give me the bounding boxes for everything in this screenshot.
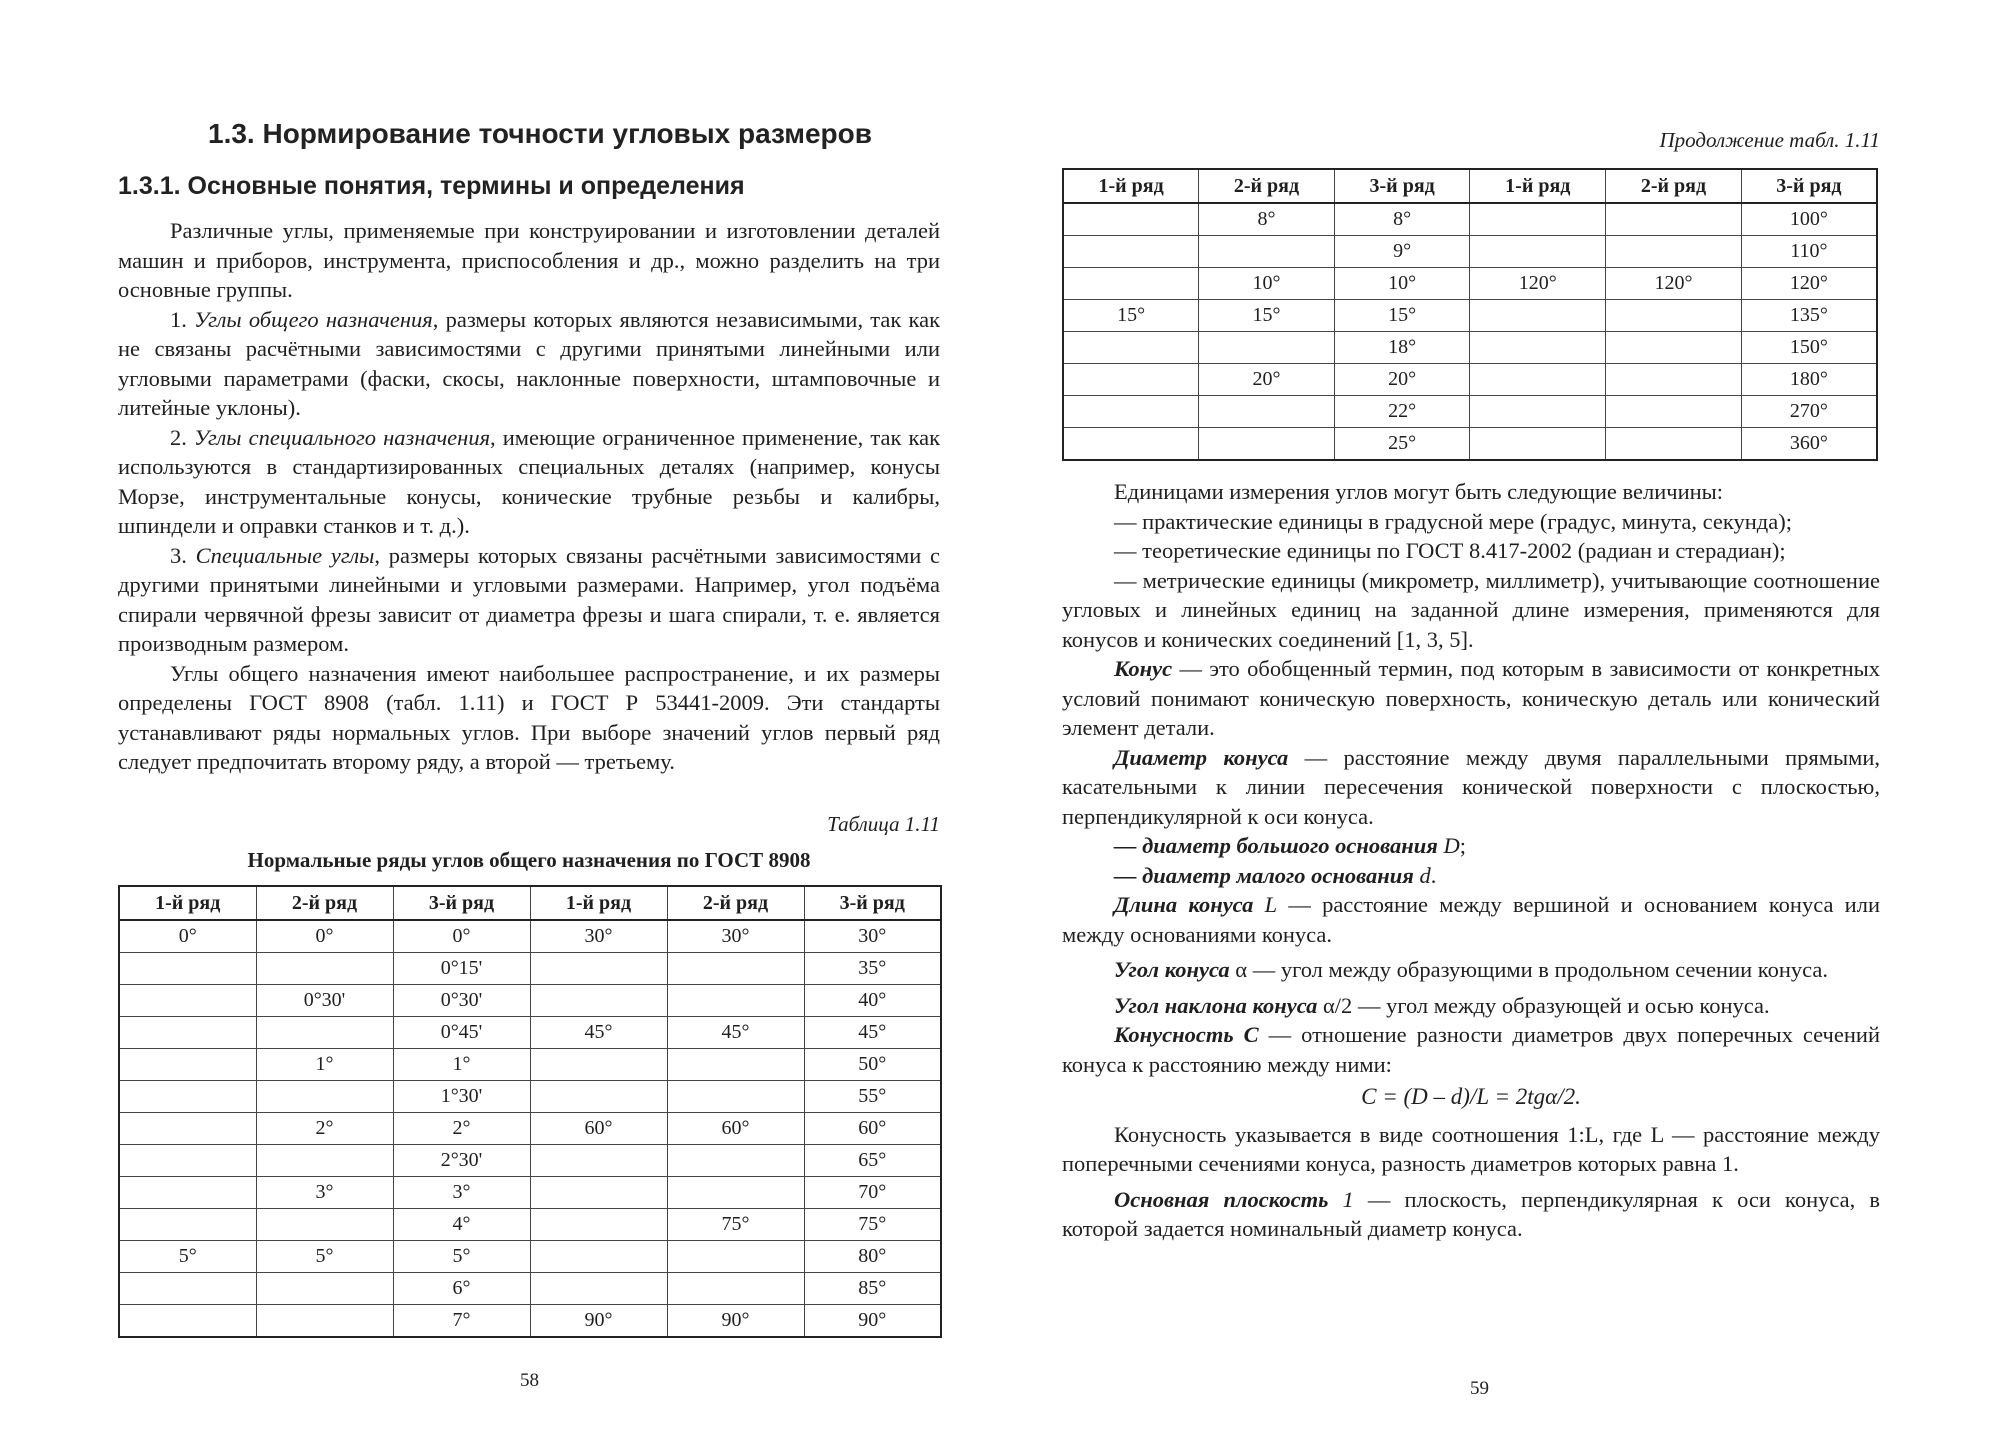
table-row [1063,203,1877,236]
item-1-paragraph [118,305,940,423]
plane-definition [1062,1185,1880,1244]
table-cell [1063,396,1199,428]
right-page [1000,0,2000,1455]
incline-term: Угол наклона конуса [1114,992,1318,1018]
table-header-row [119,886,941,920]
table-cell: 60° [530,1113,667,1145]
header-cell: 3-й ряд [1741,169,1877,203]
table-cell: 20° [1334,364,1470,396]
table-cell [119,1305,256,1338]
table-row [1063,332,1877,364]
table-cell [530,1241,667,1273]
table-cell [119,1113,256,1145]
table-cell: 22° [1334,396,1470,428]
table-row [1063,300,1877,332]
table-cell: 110° [1741,236,1877,268]
table-cell: 75° [804,1209,941,1241]
table-cell [530,1145,667,1177]
table-cell: 5° [119,1241,256,1273]
table-cell [1063,364,1199,396]
table-cell [1606,300,1742,332]
table-cell [1063,268,1199,300]
header-cell: 1-й ряд [1470,169,1606,203]
plane-symbol: 1 [1342,1186,1354,1212]
table-cell: 15° [1063,300,1199,332]
table-row [119,1049,941,1081]
table-cell: 75° [667,1209,804,1241]
table-cell: 2° [256,1113,393,1145]
taper-formula: C = (D – d)/L = 2tgα/2. [1361,1084,1581,1109]
table-cell: 80° [804,1241,941,1273]
table-cell: 45° [804,1017,941,1049]
table-row [1063,396,1877,428]
table-cell: 0° [393,920,530,953]
item-2-paragraph [118,423,940,541]
table-cell: 90° [804,1305,941,1338]
length-def-text: — расстояние между вершиной и основанием конуса или между основаниями конуса. [1062,892,1880,947]
angle-definition [1062,955,1880,985]
diameter-small-end: . [1430,862,1437,888]
left-body-text [118,216,940,777]
table-cell [1063,203,1199,236]
header-cell: 3-й ряд [1334,169,1470,203]
table-cell: 45° [667,1017,804,1049]
header-cell: 2-й ряд [1199,169,1335,203]
header-cell: 1-й ряд [119,886,256,920]
closing-paragraph: Углы общего назначения имеют наибольшее распространение, и их размеры определены ГОСТ 8908 (табл. 1.11) и ГОСТ Р 53441-2009. Эти стандарты устанавливают ряды нормальных углов. При выборе значений углов первый ряд следует предпочитать второму ряду, а второй — третьему. [118,660,940,774]
incline-def-text: — угол между образующей и осью конуса. [1352,992,1770,1018]
table-cell [1470,203,1606,236]
cone-def-text: — это обобщенный термин, под которым в зависимости от конкретных условий понимают коническую поверхность, коническую деталь или конический элемент детали. [1062,656,1880,740]
table-cell [1199,332,1335,364]
table-cell [256,1305,393,1338]
table-cell: 18° [1334,332,1470,364]
table-cell: 270° [1741,396,1877,428]
table-row [119,920,941,953]
taper-term: Конусность С [1114,1022,1259,1047]
diameter-def-text: — расстояние между двумя параллельными прямыми, касательными к линии пересечения конической поверхности с плоскостью, перпендикулярной к оси конуса. [1062,744,1881,829]
item-3-paragraph [118,541,940,659]
diameter-big-item [1062,831,1880,861]
length-definition [1062,890,1880,949]
table-cell: 25° [1334,428,1470,461]
angle-symbol: α [1235,957,1248,982]
table-cell [1199,428,1335,461]
section-title: 1.3. Нормирование точности угловых размеров [208,118,872,149]
table-cell: 30° [667,920,804,953]
header-cell: 2-й ряд [667,886,804,920]
table-row [119,1273,941,1305]
table-cell: 5° [256,1241,393,1273]
table-cell [530,953,667,985]
diameter-small-item [1062,861,1880,891]
table-cell [119,1145,256,1177]
table-cell [119,1209,256,1241]
table-cell: 0° [256,920,393,953]
table-cell [1063,428,1199,461]
table-cell: 8° [1334,203,1470,236]
plane-term: Основная плоскость [1114,1186,1329,1212]
continuation-label: Продолжение табл. 1.11 [1659,128,1880,152]
table-row [119,1177,941,1209]
item-2-term: Углы специального назначения [193,424,491,450]
item-3-term: Специальные углы [195,542,375,568]
table-cell: 360° [1741,428,1877,461]
table-cell [1606,236,1742,268]
table-row [1063,268,1877,300]
table-cell [1606,428,1742,461]
table-cell: 0°45' [393,1017,530,1049]
cone-definition [1062,654,1880,743]
item-3-text: , размеры которых связаны расчётными зависимостями с другими принятыми линейными и угловыми размерами. Например, угол подъёма спирали червячной фрезы зависит от диаметра фрезы и шага спирали, т. е. является производным размером. [118,542,941,656]
header-cell: 3-й ряд [393,886,530,920]
table-cell: 20° [1199,364,1335,396]
table-cell [119,1177,256,1209]
unit-item-2: — теоретические единицы по ГОСТ 8.417-2002 (радиан и стерадиан); [1114,538,1786,563]
diameter-definition [1062,743,1880,832]
table-cell [1063,332,1199,364]
table-cell: 120° [1470,268,1606,300]
table-row [119,1113,941,1145]
table-cell: 4° [393,1209,530,1241]
table-cell: 1° [393,1049,530,1081]
table-cell: 15° [1199,300,1335,332]
table-cell [667,1273,804,1305]
table-cell: 40° [804,985,941,1017]
table-cell: 15° [1334,300,1470,332]
table-cell [530,985,667,1017]
diameter-big-end: ; [1459,833,1467,858]
table-cell [667,1241,804,1273]
table-cell [667,985,804,1017]
table-body [1063,203,1877,460]
table-row [119,985,941,1017]
table-cell: 150° [1741,332,1877,364]
table-cell: 1° [256,1049,393,1081]
table-cell: 60° [667,1113,804,1145]
table-cell [530,1081,667,1113]
page-number: 58 [520,1370,539,1391]
table-cell: 0°30' [393,985,530,1017]
table-cell: 90° [530,1305,667,1338]
table-row [1063,428,1877,461]
table-cell [119,985,256,1017]
item-1-term: Углы общего назначения [194,306,433,332]
table-cell [1606,203,1742,236]
table-cell: 3° [256,1177,393,1209]
diameter-small-term: — диаметр малого основания [1114,862,1414,888]
table-cell: 30° [530,920,667,953]
table-cell: 2°30' [393,1145,530,1177]
length-term: Длина конуса [1114,892,1254,917]
table-cell: 55° [804,1081,941,1113]
table-cell [667,1145,804,1177]
table-cell: 45° [530,1017,667,1049]
plane-def-text: — плоскость, перпендикулярная к оси конуса, в которой задается номинальный диаметр конуса. [1062,1186,1880,1241]
diameter-small-symbol: d [1419,862,1431,888]
table-row [119,1209,941,1241]
taper-def-text: — отношение разности диаметров двух поперечных сечений конуса к расстоянию между ними: [1062,1022,1880,1077]
table-cell [667,953,804,985]
table-cell: 35° [804,953,941,985]
table-cell: 1°30' [393,1081,530,1113]
table-row [1063,236,1877,268]
table-cell: 10° [1199,268,1335,300]
item-1-number: 1. [170,306,187,332]
table-cell: 70° [804,1177,941,1209]
table-cell [1470,332,1606,364]
table-cell [1470,364,1606,396]
table-cell [119,1049,256,1081]
table-row [119,1305,941,1338]
table-cell [256,1209,393,1241]
table-cell [1199,236,1335,268]
unit-item-1: — практические единицы в градусной мере (градус, минута, секунда); [1114,508,1792,534]
table-cell [1470,396,1606,428]
table-cell: 120° [1741,268,1877,300]
table-cell [667,1049,804,1081]
subsection-title: 1.3.1. Основные понятия, термины и определения [118,172,745,200]
table-cell [119,1017,256,1049]
table-cell: 90° [667,1305,804,1338]
table-cell [1063,236,1199,268]
table-row [119,953,941,985]
table-cell: 3° [393,1177,530,1209]
taper-definition [1062,1020,1880,1079]
diameter-big-term: — диаметр большого основания [1114,833,1438,858]
incline-definition [1062,991,1880,1021]
table-cell: 8° [1199,203,1335,236]
table-cell [256,953,393,985]
diameter-big-symbol: D [1443,833,1460,858]
item-1-text: , размеры которых являются независимыми, так как не связаны расчётными зависимостями с другими принятыми линейными или угловыми параметрами (фаски, скосы, наклонные поверхности, штамповочные и литейные уклоны). [118,306,941,420]
table-cell: 50° [804,1049,941,1081]
angle-term: Угол конуса [1114,957,1230,982]
table-cell [256,1081,393,1113]
table-cell: 5° [393,1241,530,1273]
table-cell: 0°30' [256,985,393,1017]
table-cell [1470,428,1606,461]
header-cell: 1-й ряд [1063,169,1199,203]
table-cell: 10° [1334,268,1470,300]
table-cell: 0° [119,920,256,953]
length-symbol: L [1264,892,1278,917]
page-number: 59 [1470,1378,1489,1399]
cone-term: Конус [1114,656,1173,681]
table-cell [530,1273,667,1305]
table-cell [119,953,256,985]
table-cell [119,1273,256,1305]
angle-def-text: — угол между образующими в продольном сечении конуса. [1247,957,1829,982]
table-label: Таблица 1.11 [827,812,940,836]
item-2-text: , имеющие ограниченное применение, так как используются в стандартизированных специальных деталях (например, конусы Морзе, инструментальные конусы, конические трубные резьбы и калибры, шпиндели и оправки станков и т. д.). [118,424,941,538]
table-cell [667,1081,804,1113]
table-cell: 9° [1334,236,1470,268]
table-cell: 0°15' [393,953,530,985]
table-cell: 65° [804,1145,941,1177]
header-cell: 1-й ряд [530,886,667,920]
table-cell [530,1049,667,1081]
table-cell [530,1177,667,1209]
diameter-term: Диаметр конуса [1114,744,1289,770]
table-cell [1470,300,1606,332]
unit-item-3: — метрические единицы (микрометр, миллиметр), учитывающие соотношение угловых и линейных единиц на заданной длине измерения, применяются для конусов и конических соединений [1, 3, 5]. [1062,567,1880,652]
header-cell: 2-й ряд [1606,169,1742,203]
table-row [119,1145,941,1177]
angles-table-right [1062,168,1878,461]
item-3-number: 3. [170,542,187,568]
table-cell [119,1081,256,1113]
table-cell: 2° [393,1113,530,1145]
table-title: Нормальные ряды углов общего назначения по ГОСТ 8908 [247,848,811,872]
table-cell [1606,396,1742,428]
table-cell [256,1017,393,1049]
table-cell [1199,396,1335,428]
table-body [119,920,941,1337]
intro-paragraph: Различные углы, применяемые при конструировании и изготовлении деталей машин и приборов, инструмента, приспособления и др., можно разделить на три основные группы. [118,218,940,302]
angles-table-left [118,885,942,1338]
table-cell [530,1209,667,1241]
table-cell: 120° [1606,268,1742,300]
table-row [119,1017,941,1049]
header-cell: 3-й ряд [804,886,941,920]
table-cell: 180° [1741,364,1877,396]
table-cell: 135° [1741,300,1877,332]
table-cell: 60° [804,1113,941,1145]
table-cell: 30° [804,920,941,953]
taper-note: Конусность указывается в виде соотношения 1:L, где L — расстояние между поперечными сечениями конуса, разность диаметров которых равна 1. [1062,1121,1880,1176]
table-cell [1606,332,1742,364]
units-intro: Единицами измерения углов могут быть следующие величины: [1114,479,1724,504]
table-row [1063,364,1877,396]
header-cell: 2-й ряд [256,886,393,920]
table-cell: 6° [393,1273,530,1305]
table-cell [256,1145,393,1177]
item-2-number: 2. [170,424,187,450]
table-cell: 85° [804,1273,941,1305]
table-cell [256,1273,393,1305]
table-cell: 7° [393,1305,530,1338]
table-row [119,1241,941,1273]
table-cell [1606,364,1742,396]
table-cell [1470,236,1606,268]
table-cell [667,1177,804,1209]
incline-symbol: α/2 [1323,992,1353,1018]
right-body-text [1062,477,1880,1244]
table-row [119,1081,941,1113]
table-cell: 100° [1741,203,1877,236]
table-header-row [1063,169,1877,203]
